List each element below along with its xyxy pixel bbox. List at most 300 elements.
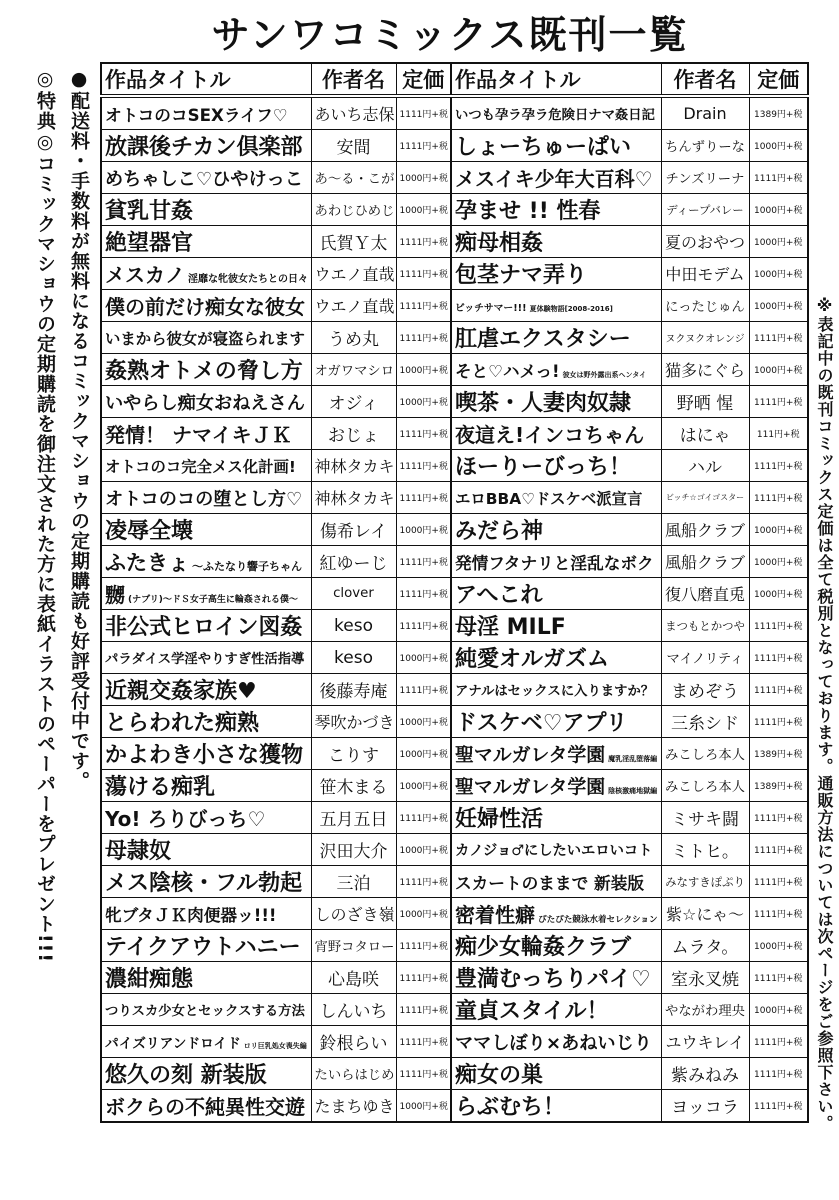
table-row: [451, 802, 808, 834]
book-title: 聖マルガレタ学園: [455, 744, 606, 766]
table-row: [101, 514, 451, 546]
author-name: ディープバレー: [661, 194, 749, 226]
book-title: いやらし痴女おねえさん: [105, 392, 305, 414]
book-title: メスイキ少年大百科♡: [455, 167, 653, 191]
author-name: おじょ: [311, 418, 396, 450]
price: 1000円+税: [749, 546, 808, 578]
price: 1000円+税: [749, 514, 808, 546]
book-title: いつも孕ラ孕ラ危険日ナマ姦日記: [455, 108, 655, 123]
table-row: [101, 386, 451, 418]
book-title-cell: [101, 802, 311, 834]
header-price: 定価: [396, 63, 451, 96]
author-name: 心島咲: [311, 962, 396, 994]
table-row: [451, 418, 808, 450]
author-name: まめぞう: [661, 674, 749, 706]
table-row: [101, 1026, 451, 1058]
book-title-cell: [101, 130, 311, 162]
price: 1111円+税: [749, 482, 808, 514]
price: 1111円+税: [749, 610, 808, 642]
price: 1111円+税: [396, 450, 451, 482]
price: 1111円+税: [749, 386, 808, 418]
book-title-cell: [101, 162, 311, 194]
book-title-cell: [101, 322, 311, 354]
price: 1111円+税: [396, 802, 451, 834]
price: 1389円+税: [749, 770, 808, 802]
table-row: [451, 898, 808, 930]
table-row: [451, 354, 808, 386]
book-title-cell: [451, 386, 661, 418]
book-title-cell: [101, 354, 311, 386]
book-title: 童貞スタイル！: [455, 999, 609, 1024]
author-name: 神林タカキ: [311, 450, 396, 482]
price: 1000円+税: [396, 514, 451, 546]
header-title: 作品タイトル: [451, 63, 661, 96]
page-title: サンワコミックス既刊一覧: [211, 13, 689, 57]
price: 1111円+税: [396, 866, 451, 898]
book-title: 豊満むっちりパイ♡: [455, 967, 651, 992]
author-name: オガワマシロ: [311, 354, 396, 386]
price: 1111円+税: [749, 866, 808, 898]
author-name: 風船クラブ: [661, 546, 749, 578]
book-title-cell: [101, 898, 311, 930]
table-row: [451, 930, 808, 962]
table-row: [101, 290, 451, 322]
price-note-line2: 通販方法については次ページをご参照下さい。: [815, 775, 834, 1132]
header-price: 定価: [749, 63, 808, 96]
book-title: メスカノ: [105, 263, 185, 287]
book-title: オトコのコの堕とし方♡: [105, 488, 303, 510]
book-title-cell: [101, 642, 311, 674]
price: 1000円+税: [749, 930, 808, 962]
table-row: [101, 898, 451, 930]
book-subtitle: 陰核激痛地獄編: [608, 787, 658, 795]
table-row: [101, 674, 451, 706]
table-row: [451, 450, 808, 482]
author-name: ビッチ☆ゴイゴスター: [661, 482, 749, 514]
book-title-cell: [101, 578, 311, 610]
book-title-cell: [101, 930, 311, 962]
author-name: たまちゆき: [311, 1090, 396, 1123]
price: 1111円+税: [396, 226, 451, 258]
author-name: あいち志保: [311, 96, 396, 130]
table-row: [101, 770, 451, 802]
author-name: 宵野コタロー: [311, 930, 396, 962]
book-title: ボクらの不純異性交遊: [105, 1095, 305, 1119]
book-title-cell: [101, 770, 311, 802]
price: 1111円+税: [749, 674, 808, 706]
table-row: [101, 130, 451, 162]
book-title-cell: [101, 546, 311, 578]
book-title: 嬲: [105, 583, 125, 607]
price: 1111円+税: [396, 418, 451, 450]
table-row: [451, 194, 808, 226]
table-row: [451, 610, 808, 642]
book-title: 聖マルガレタ学園: [455, 776, 606, 798]
price: 1111円+税: [396, 674, 451, 706]
book-title: オトコのコSEXライフ♡: [105, 105, 288, 125]
table-row: [101, 994, 451, 1026]
price: 1389円+税: [749, 738, 808, 770]
book-title: 孕ませ !! 性春: [455, 199, 601, 224]
price: 1111円+税: [749, 962, 808, 994]
book-title: 凌辱全壊: [105, 519, 194, 544]
table-row: [451, 162, 808, 194]
author-name: 笹木まる: [311, 770, 396, 802]
table-row: [101, 834, 451, 866]
book-subtitle: ぴたぴた競泳水着セレクション: [538, 915, 658, 925]
header-title: 作品タイトル: [101, 63, 311, 96]
table-row: [451, 482, 808, 514]
book-title: 肛虐エクスタシー: [455, 327, 631, 352]
author-name: 中田モデム: [661, 258, 749, 290]
author-name: Drain: [661, 96, 749, 130]
author-name: ウエノ直哉: [311, 290, 396, 322]
price: 1111円+税: [749, 642, 808, 674]
table-row: [101, 642, 451, 674]
table-row: [101, 482, 451, 514]
author-name: まつもとかつや: [661, 610, 749, 642]
book-title-cell: [451, 322, 661, 354]
price: 1000円+税: [396, 770, 451, 802]
table-row: [101, 322, 451, 354]
price-note-line1: ※表記中の既刊コミックス定価は全て税別となっております。: [815, 296, 834, 775]
book-title-cell: [101, 386, 311, 418]
catalog-table-left: [100, 62, 452, 1123]
book-title: 痴少女輪姦クラブ: [455, 935, 632, 960]
price: 1111円+税: [396, 1026, 451, 1058]
book-title: 夜這え!インコちゃん: [455, 423, 645, 447]
table-row: [451, 962, 808, 994]
price: 1000円+税: [396, 1090, 451, 1123]
table-row: [451, 674, 808, 706]
book-title-cell: [451, 162, 661, 194]
book-title-cell: [101, 1090, 311, 1123]
price: 1111円+税: [396, 96, 451, 130]
author-name: しのざき嶺: [311, 898, 396, 930]
price: 1111円+税: [396, 322, 451, 354]
price: 1000円+税: [749, 226, 808, 258]
book-title: 非公式ヒロイン図姦: [105, 615, 303, 640]
price: 1000円+税: [749, 578, 808, 610]
book-title: パラダイス学淫やりすぎ性活指導: [105, 652, 305, 667]
table-row: [451, 290, 808, 322]
author-name: 室永叉焼: [661, 962, 749, 994]
book-title: いまから彼女が寝盗られます: [105, 329, 305, 348]
catalog-table-right: [450, 62, 809, 1123]
author-name: 猫多にぐら: [661, 354, 749, 386]
book-title: 絶望器官: [105, 231, 194, 256]
book-title-cell: [451, 898, 661, 930]
author-name: 傷希レイ: [311, 514, 396, 546]
author-name: にったじゅん: [661, 290, 749, 322]
author-name: clover: [311, 578, 396, 610]
price: 1111円+税: [396, 482, 451, 514]
price: 1111円+税: [749, 1026, 808, 1058]
author-name: 氏賀Ｙ太: [311, 226, 396, 258]
price: 1111円+税: [396, 962, 451, 994]
book-subtitle: (ナブリ)〜ドＳ女子高生に輪姦される僕〜: [128, 595, 298, 605]
book-title: カノジョ♂にしたいエロいコト: [455, 842, 653, 859]
book-title: とらわれた痴熟: [105, 711, 260, 736]
book-title: ドスケベ♡アプリ: [455, 711, 628, 736]
table-row: [101, 738, 451, 770]
table-row: [451, 258, 808, 290]
price: 1000円+税: [396, 386, 451, 418]
author-name: ムラタ。: [661, 930, 749, 962]
book-title-cell: [101, 226, 311, 258]
author-name: あ〜る・こが: [311, 162, 396, 194]
price: 1111円+税: [396, 930, 451, 962]
book-title: 貧乳甘姦: [105, 199, 194, 224]
table-row: [101, 962, 451, 994]
book-title: エロBBA♡ドスケベ派宣言: [455, 489, 643, 508]
book-title: 放課後チカン倶楽部: [105, 135, 303, 160]
book-title: ビッチサマー!!!: [455, 303, 527, 314]
book-title: 純愛オルガズム: [455, 647, 610, 672]
price: 1111円+税: [749, 322, 808, 354]
book-title-cell: [101, 258, 311, 290]
author-name: 紅ゆーじ: [311, 546, 396, 578]
price: 1111円+税: [396, 1058, 451, 1090]
book-title: 痴女の巣: [455, 1063, 544, 1088]
price: 1000円+税: [396, 162, 451, 194]
table-row: [451, 130, 808, 162]
author-name: あわじひめじ: [311, 194, 396, 226]
price: 1111円+税: [749, 1090, 808, 1123]
book-title: 母淫 MILF: [455, 615, 566, 640]
table-row: [101, 258, 451, 290]
author-name: 沢田大介: [311, 834, 396, 866]
table-row: [101, 226, 451, 258]
book-subtitle: ロリ巨乳処女喪失編: [243, 1041, 307, 1050]
table-row: [451, 834, 808, 866]
book-title-cell: [101, 962, 311, 994]
table-row: [451, 1090, 808, 1123]
author-name: チンズリーナ: [661, 162, 749, 194]
book-subtitle: 〜ふたなり響子ちゃん: [192, 559, 302, 573]
book-title-cell: [451, 834, 661, 866]
book-title: 悠久の刻 新装版: [105, 1063, 267, 1088]
table-row: [101, 450, 451, 482]
price: 1111円+税: [396, 994, 451, 1026]
book-title-cell: [101, 450, 311, 482]
table-row: [101, 1058, 451, 1090]
table-row: [101, 96, 451, 130]
book-title: らぶむち！: [455, 1095, 566, 1120]
book-title: スカートのままで 新装版: [455, 873, 645, 893]
book-title: つりスカ少女とセックスする方法: [105, 1004, 305, 1019]
price: 1000円+税: [749, 290, 808, 322]
price: 1000円+税: [396, 194, 451, 226]
book-title-cell: [101, 96, 311, 130]
table-row: [451, 386, 808, 418]
price: 1111円+税: [749, 802, 808, 834]
bonus-note: ◎特典◎コミックマショウの定期購読を御注文された方に表紙イラストのペーパーをプレゼント!!!: [34, 68, 56, 963]
author-name: 復八磨直兎: [661, 578, 749, 610]
book-title-cell: [101, 482, 311, 514]
book-title: そと♡ハメっ!: [455, 361, 560, 381]
book-title-cell: [101, 418, 311, 450]
book-title: ふたきょ: [105, 550, 189, 575]
author-name: ちんずりーな: [661, 130, 749, 162]
book-title: かよわき小さな獲物: [105, 743, 304, 768]
book-subtitle: 淫靡な牝彼女たちとの日々: [188, 274, 308, 285]
table-row: [101, 546, 451, 578]
author-name: 後藤寿庵: [311, 674, 396, 706]
book-title-cell: [101, 738, 311, 770]
book-title-cell: [451, 450, 661, 482]
price: 1000円+税: [396, 738, 451, 770]
price: 1000円+税: [749, 354, 808, 386]
book-title: パイズリアンドロイド: [105, 1035, 241, 1052]
author-name: 鈴根らい: [311, 1026, 396, 1058]
book-title-cell: [451, 354, 661, 386]
table-row: [101, 930, 451, 962]
book-title-cell: [101, 994, 311, 1026]
author-name: しんいち: [311, 994, 396, 1026]
book-title: 発情！ ナマイキＪＫ: [105, 423, 292, 447]
table-row: [451, 738, 808, 770]
author-name: 五月五日: [311, 802, 396, 834]
book-title: 包茎ナマ弄り: [455, 263, 588, 288]
price: 1111円+税: [396, 258, 451, 290]
author-name: 三糸シド: [661, 706, 749, 738]
book-title: 発情フタナリと淫乱なボク: [455, 553, 654, 573]
book-title-cell: [101, 514, 311, 546]
table-row: [451, 226, 808, 258]
book-title: 姦熟オトメの脅し方: [105, 359, 303, 384]
book-title-cell: [451, 674, 661, 706]
author-name: 野晒 惺: [661, 386, 749, 418]
book-title: テイクアウトハニー: [105, 935, 301, 960]
author-name: 安間: [311, 130, 396, 162]
table-row: [451, 994, 808, 1026]
price: 1000円+税: [396, 834, 451, 866]
author-name: みこしろ本人: [661, 770, 749, 802]
book-title-cell: [101, 194, 311, 226]
book-title: めちゃしこ♡ひやけっこ: [105, 168, 304, 190]
author-name: 三泊: [311, 866, 396, 898]
book-title: 蕩ける痴乳: [105, 775, 216, 800]
book-title: 妊婦性活: [455, 807, 544, 832]
price: 1111円+税: [396, 130, 451, 162]
book-title-cell: [451, 578, 661, 610]
author-name: ハル: [661, 450, 749, 482]
table-row: [451, 96, 808, 130]
price: 1111円+税: [749, 834, 808, 866]
header-author: 作者名: [311, 63, 396, 96]
book-title: 母隷奴: [105, 839, 172, 864]
table-row: [451, 578, 808, 610]
table-row: [451, 642, 808, 674]
price: 1111円+税: [749, 1058, 808, 1090]
author-name: ミサキ闘: [661, 802, 749, 834]
book-title: みだら神: [455, 519, 544, 544]
price: 1000円+税: [749, 994, 808, 1026]
author-name: こりす: [311, 738, 396, 770]
author-name: 紫☆にゃ〜: [661, 898, 749, 930]
header-author: 作者名: [661, 63, 749, 96]
book-title: ほーりーびっち！: [455, 455, 632, 480]
table-row: [451, 770, 808, 802]
book-title: Yo! ろりびっち♡: [105, 807, 266, 831]
book-title-cell: [451, 1090, 661, 1123]
subscription-note: ●配送料・手数料が無料になるコミックマショウの定期購読も好評受付中です。: [68, 68, 90, 791]
book-title-cell: [451, 290, 661, 322]
table-header: [101, 63, 451, 96]
table-row: [101, 162, 451, 194]
price: 1389円+税: [749, 96, 808, 130]
price: 1000円+税: [749, 258, 808, 290]
book-title-cell: [451, 866, 661, 898]
price: 1111円+税: [749, 898, 808, 930]
book-subtitle: 夏体験物語[2008-2016]: [529, 305, 613, 313]
book-title-cell: [451, 130, 661, 162]
book-title-cell: [451, 546, 661, 578]
book-title: 喫茶・人妻肉奴隷: [455, 391, 632, 416]
price-note: [811, 296, 837, 1176]
book-title: 近親交姦家族♥: [105, 679, 257, 704]
price: 1000円+税: [396, 354, 451, 386]
author-name: 琴吹かづき: [311, 706, 396, 738]
book-title-cell: [451, 738, 661, 770]
price: 111円+税: [749, 418, 808, 450]
book-title: 僕の前だけ痴女な彼女: [105, 295, 305, 319]
table-row: [451, 866, 808, 898]
author-name: やながわ理央: [661, 994, 749, 1026]
author-name: 夏のおやつ: [661, 226, 749, 258]
price: 1111円+税: [396, 578, 451, 610]
book-title-cell: [451, 1026, 661, 1058]
author-name: うめ丸: [311, 322, 396, 354]
book-title-cell: [101, 1058, 311, 1090]
table-row: [101, 418, 451, 450]
author-name: 神林タカキ: [311, 482, 396, 514]
price: 1000円+税: [749, 194, 808, 226]
table-row: [451, 322, 808, 354]
book-title-cell: [451, 610, 661, 642]
book-title-cell: [101, 866, 311, 898]
book-title: 濃紺痴態: [105, 967, 194, 992]
table-row: [451, 706, 808, 738]
author-name: たいらはじめ: [311, 1058, 396, 1090]
book-title: 痴母相姦: [455, 231, 544, 256]
author-name: ミトヒ。: [661, 834, 749, 866]
book-title-cell: [101, 706, 311, 738]
table-row: [101, 194, 451, 226]
book-title-cell: [451, 770, 661, 802]
price: 1000円+税: [749, 130, 808, 162]
table-row: [101, 1090, 451, 1123]
book-title-cell: [451, 96, 661, 130]
author-name: ヨッコラ: [661, 1090, 749, 1123]
table-row: [101, 802, 451, 834]
table-row: [101, 578, 451, 610]
table-row: [451, 546, 808, 578]
author-name: オジィ: [311, 386, 396, 418]
book-title-cell: [451, 642, 661, 674]
book-title-cell: [451, 930, 661, 962]
price: 1000円+税: [396, 706, 451, 738]
book-title: しょーちゅーぱい: [455, 135, 632, 160]
author-name: 風船クラブ: [661, 514, 749, 546]
author-name: みこしろ本人: [661, 738, 749, 770]
table-row: [451, 1026, 808, 1058]
book-title-cell: [451, 1058, 661, 1090]
table-row: [101, 866, 451, 898]
book-title-cell: [101, 1026, 311, 1058]
author-name: はにゃ: [661, 418, 749, 450]
